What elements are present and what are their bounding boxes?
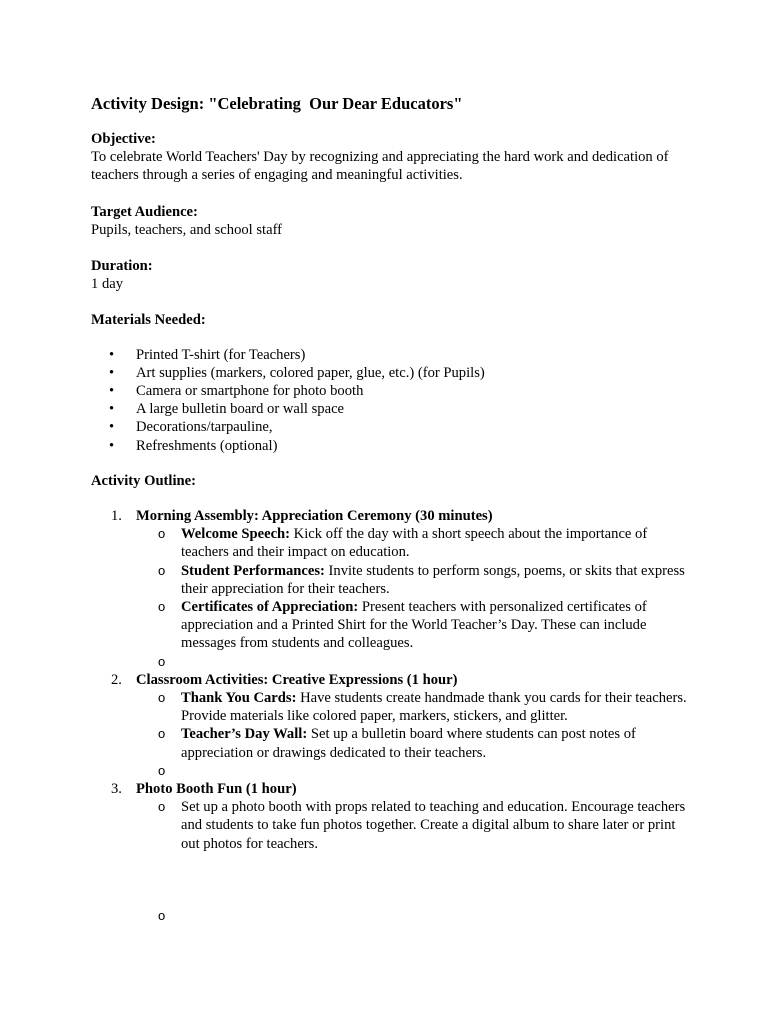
bullet-icon: • [109,346,115,363]
sub-item: o Teacher’s Day Wall: Set up a bulletin board where students can post notes of appreciation or drawings dedicated to their teachers. [158,726,636,761]
bullet-icon: • [109,419,115,436]
circle-bullet-icon: o [158,726,166,742]
item-number: 2. [111,671,122,688]
list-item: • Art supplies (markers, colored paper, glue, etc.) (for Pupils) [109,364,485,381]
objective-text: To celebrate World Teachers' Day by recognizing and appreciating the hard work and dedication of teachers through a series of engaging and meaningful activities. [91,149,669,184]
audience-section [91,203,691,239]
duration-label: Duration: [91,258,153,275]
outline-heading: Photo Booth Fun (1 hour) [136,781,297,798]
sub-item-empty [136,762,691,780]
document-page [91,94,691,925]
circle-bullet-icon: o [158,690,166,706]
list-item: • Decorations/tarpauline, [109,419,273,436]
sub-item: o Welcome Speech: Kick off the day with a short speech about the importance of teachers and their impact on education. [158,526,648,561]
bullet-icon: • [109,437,115,454]
outline-list [91,507,691,925]
list-item: • Refreshments (optional) [109,437,278,454]
bullet-icon: • [109,364,115,381]
circle-bullet-icon: o [158,526,166,542]
item-number: 3. [111,781,122,798]
list-item: • Camera or smartphone for photo booth [109,383,364,400]
bullet-icon: • [109,401,115,418]
circle-bullet-icon: o [158,599,166,615]
objective-label: Objective: [91,131,156,147]
materials-section [91,311,691,454]
outline-section [91,472,691,925]
blank-space [136,853,691,907]
circle-bullet-icon: o [158,653,166,669]
outline-item [91,507,691,671]
sub-list [136,689,691,780]
bullet-icon: • [109,383,115,400]
sub-item: o Set up a photo booth with props related to teaching and education. Encourage teachers and students to take fun photos together. Create a digital album to share later or print out photos for teachers. [158,799,686,852]
sub-item-empty [136,653,691,671]
circle-bullet-icon: o [158,907,166,923]
circle-bullet-icon: o [158,762,166,778]
sub-list [136,798,691,925]
sub-item: o Thank You Cards: Have students create handmade thank you cards for their teachers. Provide materials like colored paper, markers, stickers, and glitter. [158,690,687,725]
objective-section [91,130,691,185]
outline-item [91,780,691,925]
outline-item [91,671,691,780]
sub-item: o Student Performances: Invite students to perform songs, poems, or skits that express their appreciation for their teachers. [158,562,685,597]
list-item: • Printed T-shirt (for Teachers) [109,346,306,363]
circle-bullet-icon: o [158,799,166,815]
sub-item: o Certificates of Appreciation: Present teachers with personalized certificates of appreciation and a Printed Shirt for the World Teacher’s Day. These can include messages from students and colleagues. [158,599,647,652]
item-number: 1. [111,508,122,525]
duration-section [91,257,691,293]
audience-text: Pupils, teachers, and school staff [91,221,283,238]
materials-list [91,346,691,455]
materials-label: Materials Needed: [91,312,206,329]
duration-text: 1 day [91,276,124,293]
outline-heading: Classroom Activities: Creative Expressions (1 hour) [136,671,458,688]
document-title: Activity Design: "Celebrating Our Dear Educators" [91,94,463,113]
outline-heading: Morning Assembly: Appreciation Ceremony (30 minutes) [136,508,493,525]
sub-list [136,525,691,671]
list-item: • A large bulletin board or wall space [109,401,345,418]
outline-label: Activity Outline: [91,472,196,489]
sub-item-empty [136,907,691,925]
audience-label: Target Audience: [91,203,198,220]
circle-bullet-icon: o [158,562,166,578]
